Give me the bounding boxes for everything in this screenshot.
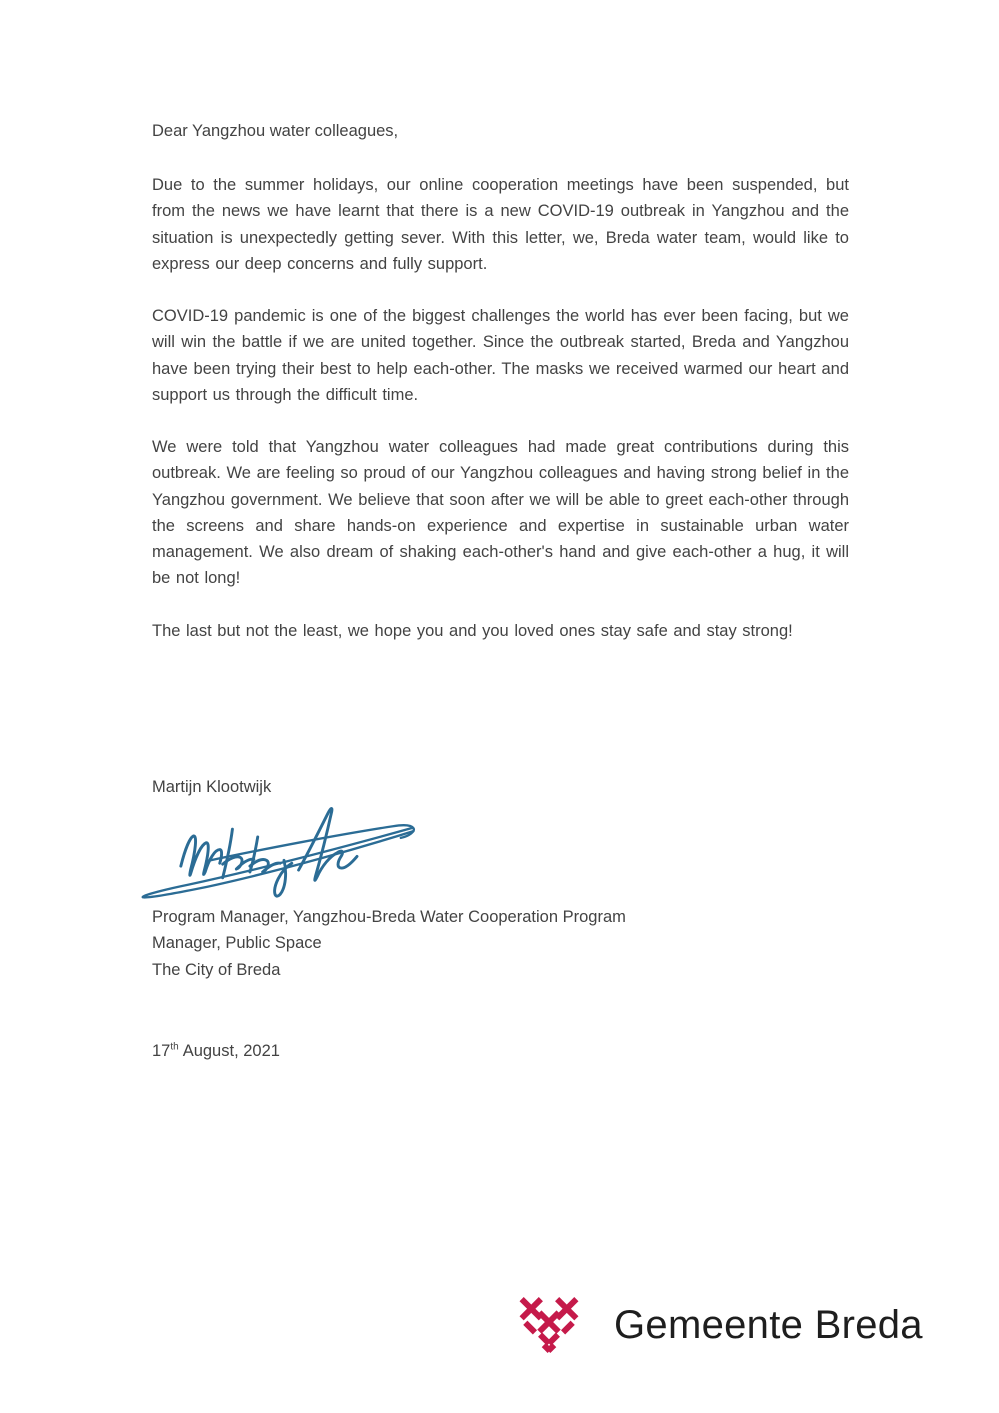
signer-title-3: The City of Breda bbox=[152, 960, 281, 979]
organization-logo bbox=[512, 1294, 923, 1356]
paragraph-1: Due to the summer holidays, our online cooperation meetings have been suspended, but from the news we have learnt that there is a new COVID-19 outbreak in Yangzhou and the situation is unexpectedly getting sever. With this letter, we, Breda water team, would like to express our deep concerns and fully support. bbox=[152, 176, 849, 273]
paragraph-4: The last but not the least, we hope you and you loved ones stay safe and stay strong! bbox=[152, 622, 793, 640]
organization-name: Gemeente Breda bbox=[614, 1302, 923, 1347]
paragraph-2: COVID-19 pandemic is one of the biggest challenges the world has ever been facing, but we will win the battle if we are united together. Since the outbreak started, Breda and Yangzhou have been trying their best to help each-other. The masks we received warmed our heart and support us through the difficult time. bbox=[152, 307, 849, 404]
letter-date bbox=[152, 1038, 849, 1064]
signer-name: Martijn Klootwijk bbox=[152, 778, 272, 796]
breda-heart-icon bbox=[512, 1294, 586, 1356]
signer-title-2: Manager, Public Space bbox=[152, 934, 322, 953]
salutation: Dear Yangzhou water colleagues, bbox=[152, 122, 399, 140]
signer-titles bbox=[152, 904, 849, 983]
date-ordinal-suffix: th bbox=[170, 1041, 179, 1053]
signer-title-1: Program Manager, Yangzhou-Breda Water Cooperation Program bbox=[152, 908, 626, 926]
date-month-year: August, 2021 bbox=[182, 1042, 280, 1060]
signature-icon bbox=[138, 801, 430, 905]
date-day: 17 bbox=[152, 1042, 171, 1060]
paragraph-3: We were told that Yangzhou water colleagues had made great contributions during this outbreak. We are feeling so proud of our Yangzhou colleagues and having strong belief in the Yangzhou government. We believe that soon after we will be able to greet each-other through the screens and share hands-on experience and expertise in sustainable urban water management. We also dream of shaking each-other's hand and give each-other a hug, it will be not long! bbox=[152, 438, 849, 588]
handwritten-signature bbox=[138, 801, 430, 905]
